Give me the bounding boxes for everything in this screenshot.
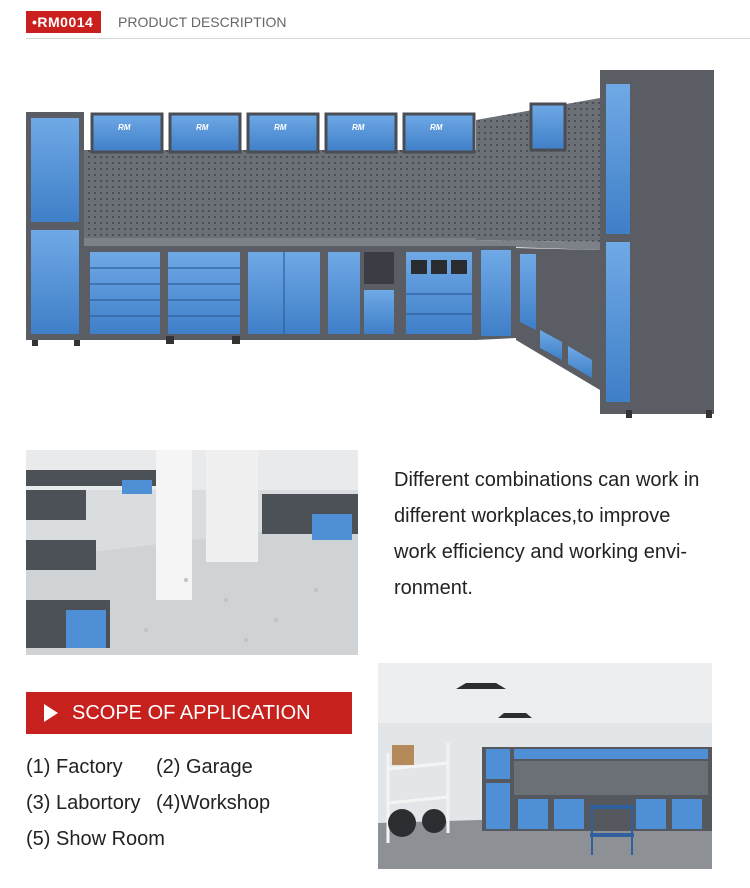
header-divider	[26, 38, 750, 39]
section-header	[26, 11, 750, 33]
brand-logo: RM	[118, 123, 131, 132]
brand-logo: RM	[196, 123, 209, 132]
cabinet-system-image	[26, 70, 726, 420]
showroom-photo	[26, 450, 358, 655]
arrow-right-icon	[44, 704, 58, 722]
scope-banner	[26, 692, 352, 734]
list-item: (5) Show Room	[26, 828, 165, 850]
brand-logo: RM	[352, 123, 365, 132]
description-text: Different combinations can work in different workplaces,to improve work efficiency and working envi- ronment.	[394, 469, 700, 599]
list-item: (4)Workshop	[156, 792, 271, 814]
scope-title: SCOPE OF APPLICATION	[72, 702, 311, 724]
garage-photo	[378, 663, 712, 869]
brand-logo: RM	[430, 123, 443, 132]
section-title: PRODUCT DESCRIPTION	[118, 14, 287, 30]
product-code-badge: •RM0014	[26, 11, 101, 33]
list-item: (2) Garage	[156, 756, 253, 778]
brand-logo: RM	[274, 123, 287, 132]
list-item: (1) Factory	[26, 756, 123, 778]
list-item: (3) Labortory	[26, 792, 141, 814]
